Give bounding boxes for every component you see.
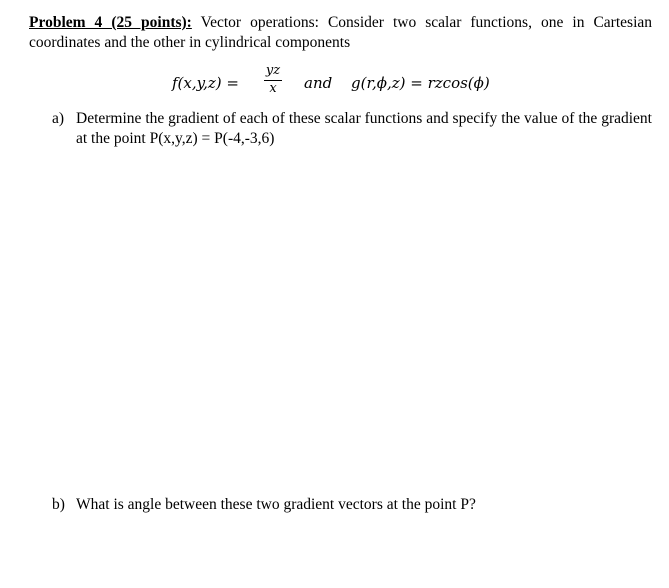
fraction-denominator: x (269, 81, 277, 96)
part-b-label: b) (52, 496, 65, 513)
problem-statement (29, 13, 652, 53)
part-a-label: a) (52, 110, 65, 127)
problem-intro: Vector operations: Consider two scalar functions, one in Cartesian coordinates and the other in cylindrical components (29, 14, 652, 51)
f-function-fraction (264, 64, 282, 96)
problem-heading: Problem 4 (25 points): (29, 14, 192, 31)
fraction-numerator: yz (265, 63, 281, 78)
part-a-text: Determine the gradient of each of these scalar functions and specify the value of the gradient at the point P(x,y,z) = P(-4,-3,6) (76, 110, 652, 147)
f-function-lhs: f(x,y,z) = (172, 74, 239, 92)
part-a (52, 109, 652, 149)
and-connector: and (304, 74, 333, 92)
function-definitions (0, 64, 669, 104)
g-function: g(r,ϕ,z) = rzcos(ϕ) (351, 74, 490, 92)
part-b-text: What is angle between these two gradient vectors at the point P? (76, 496, 476, 513)
part-b (52, 495, 652, 515)
